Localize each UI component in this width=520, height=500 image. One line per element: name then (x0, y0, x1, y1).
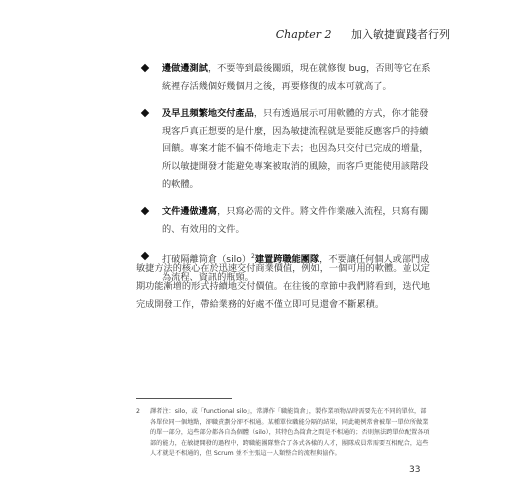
bullet-item (136, 60, 432, 95)
bullet-item (136, 203, 432, 238)
bullet-prefix: 打破隔離筒倉（silo） (162, 254, 252, 266)
diamond-bullet-icon (141, 207, 149, 215)
diamond-bullet-icon (141, 64, 149, 72)
footnote-divider (136, 398, 232, 399)
footnote-number: 2 (136, 408, 140, 415)
bullet-text: ，不要讓任何個人或部門成為流程、資訊的瓶頸。 (162, 254, 430, 283)
bullet-heading: 邊做邊測試 (162, 63, 208, 74)
footnote-text: 譯者注：silo，或「functional silo」，常譯作「職能筒倉」，製作業項物品時需要先在不同的單位，部各單位同一個地點，卻職責劃分卻不相通。某種單位職能分隔的結果，同此範例常會被單一單位所做業的單一部分，這些部分都各自為個體（silo），其特色為筒倉之間是不相通的；否則無法跨單位配置各項部的能力，在敏捷開發的過程中，跨職能團隊整合了各式各樣的人才，團隊成員常需要互相配合，這些人才就是不相通的，但 Scrum 並不主張這一人類整合的流程與協作。 (150, 408, 430, 457)
bullet-heading: 建置跨職能團隊 (254, 254, 320, 266)
chapter-title: 加入敏捷實踐者行列 (351, 28, 450, 41)
bullet-heading: 文件邊做邊寫 (162, 206, 218, 218)
footnote-ref: 2 (251, 253, 255, 261)
bullet-text: ，只有透過展示可用軟體的方式，你才能發現客戶真正想要的是什麼，因為敏捷流程就是要能反應客戶的持續回饋。專案才能不偏不倚地走下去；也因為只交付已完成的增量，所以敏捷開發才能避免專案被取消的風險，而客戶更能使用該階段的軟體。 (162, 108, 429, 190)
bullet-heading: 及早且頻繁地交付產品 (162, 108, 254, 120)
bullet-text: ，只寫必需的文件。將文件作業融入流程，只寫有關的、有效用的文件。 (162, 206, 429, 235)
page-number: 33 (409, 465, 421, 475)
diamond-bullet-icon (141, 109, 149, 117)
body-paragraph: 敏捷方法的核心在於迅速交付商業價值，例如，一個可用的軟體。並以定期功能漸增的形式持續地交付價值。在往後的章節中我們將看到，迭代地完成開發工作，帶給業務的好處不僅立即可見還會不斷累積。 (136, 263, 430, 310)
running-header (276, 26, 450, 42)
footnote (136, 407, 432, 460)
bullet-text: ，不要等到最後關頭，現在就修復 bug，否則等它在系統裡存活幾個好幾個月之後，再要修復的成本可就高了。 (162, 63, 431, 92)
bullet-item (136, 105, 432, 193)
chapter-label: Chapter 2 (275, 28, 332, 41)
